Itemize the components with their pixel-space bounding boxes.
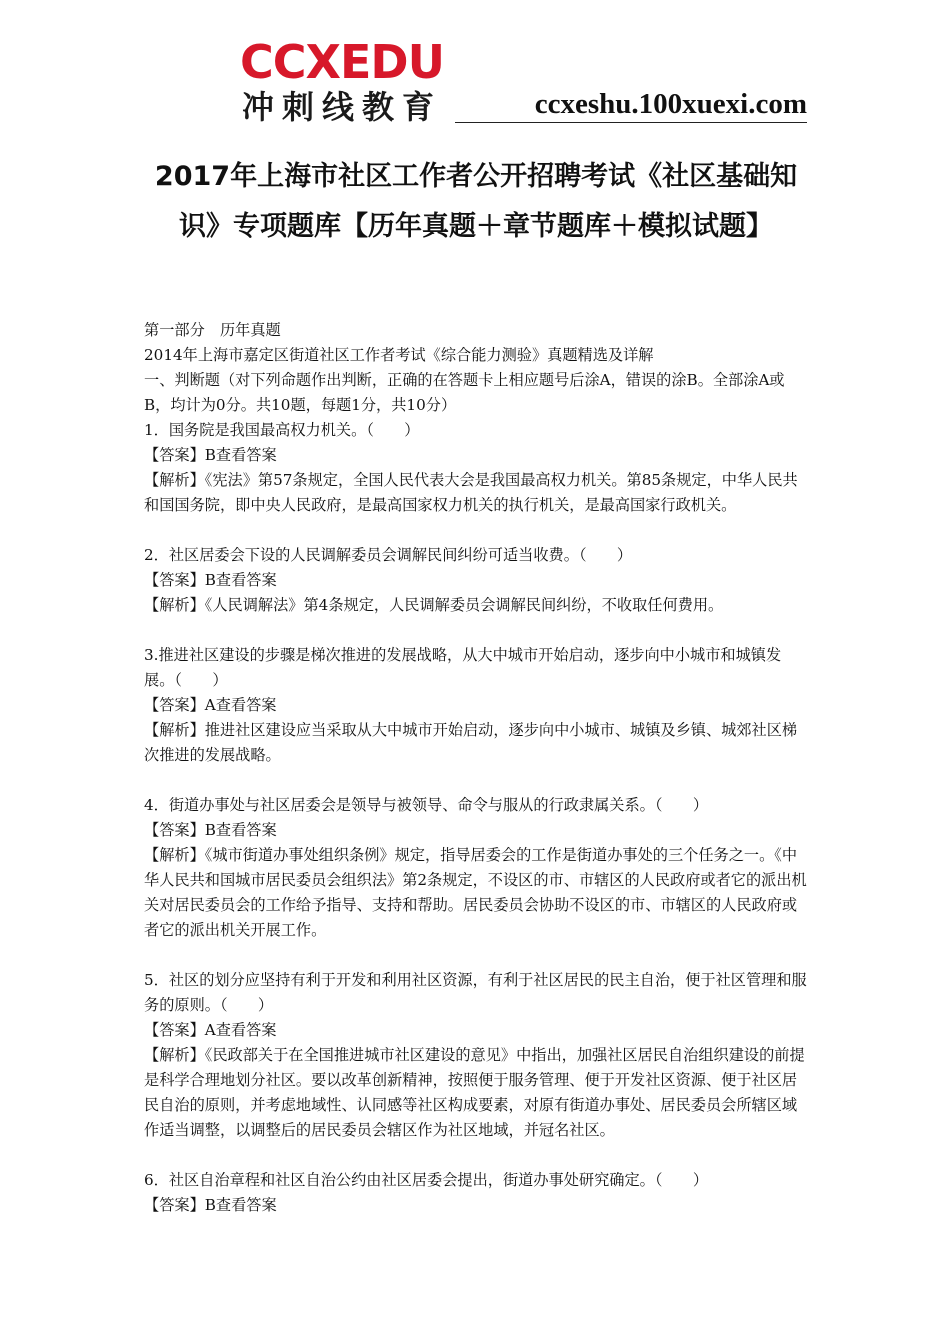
question-text: 3.推进社区建设的步骤是梯次推进的发展战略，从大中城市开始启动，逐步向中小城市和城镇发展。（ ） [144, 646, 782, 689]
ccxedu-logo[interactable] [240, 38, 460, 126]
analysis-text: 【解析】《人民调解法》第4条规定，人民调解委员会调解民间纠纷，不收取任何费用。 [144, 596, 724, 614]
part-heading: 第一部分 历年真题 [144, 321, 281, 339]
question-text: 5．社区的划分应坚持有利于开发和利用社区资源，有利于社区居民的民主自治，便于社区管理和服务的原则。（ ） [144, 971, 807, 1014]
page-header [240, 38, 807, 124]
question-text: 6．社区自治章程和社区自治公约由社区居委会提出，街道办事处研究确定。（ ） [144, 1171, 709, 1189]
document-body [144, 318, 810, 1218]
header-underline [455, 122, 807, 123]
spacer [144, 1143, 810, 1168]
question-text: 2．社区居委会下设的人民调解委员会调解民间纠纷可适当收费。（ ） [144, 546, 633, 564]
analysis-text: 【解析】推进社区建设应当采取从大中城市开始启动，逐步向中小城市、城镇及乡镇、城郊社区梯次推进的发展战略。 [144, 721, 798, 764]
title-line-1: 2017年上海市社区工作者公开招聘考试《社区基础知 [154, 161, 798, 192]
question-text: 1．国务院是我国最高权力机关。（ ） [144, 421, 420, 439]
analysis-text: 【解析】《宪法》第57条规定，全国人民代表大会是我国最高权力机关。第85条规定，中华人民共和国国务院，即中央人民政府，是最高国家权力机关的执行机关，是最高国家行政机关。 [144, 471, 798, 514]
answer-line[interactable]: 【答案】B查看答案 [144, 571, 277, 589]
exam-heading: 2014年上海市嘉定区街道社区工作者考试《综合能力测验》真题精选及详解 [144, 346, 654, 364]
logo-chinese-text: 冲刺线教育 [242, 88, 443, 126]
document-title [140, 152, 812, 252]
analysis-text: 【解析】《城市街道办事处组织条例》规定，指导居委会的工作是街道办事处的三个任务之一。《中华人民共和国城市居民委员会组织法》第2条规定，不设区的市、市辖区的人民政府或者它的派出机关对居民委员会的工作给予指导、支持和帮助。居民委员会协助不设区的市、市辖区的人民政府或者它的派出机关开展工作。 [144, 846, 807, 939]
svg-text:CCXEDU: CCXEDU [240, 38, 444, 84]
spacer [144, 943, 810, 968]
answer-line[interactable]: 【答案】A查看答案 [144, 1021, 277, 1039]
spacer [144, 768, 810, 793]
analysis-text: 【解析】《民政部关于在全国推进城市社区建设的意见》中指出，加强社区居民自治组织建设的前提是科学合理地划分社区。要以改革创新精神，按照便于服务管理、便于开发社区资源、便于社区居民自治的原则，并考虑地域性、认同感等社区构成要素，对原有街道办事处、居民委员会所辖区域作适当调整，以调整后的居民委员会辖区作为社区地域，并冠名社区。 [144, 1046, 805, 1139]
answer-line[interactable]: 【答案】A查看答案 [144, 696, 277, 714]
answer-line[interactable]: 【答案】B查看答案 [144, 446, 277, 464]
site-url-link[interactable]: ccxeshu.100xuexi.com [534, 88, 807, 120]
title-line-2: 识》专项题库【历年真题＋章节题库＋模拟试题】 [179, 211, 773, 242]
question-text: 4．街道办事处与社区居委会是领导与被领导、命令与服从的行政隶属关系。（ ） [144, 796, 709, 814]
section-instructions: 一、判断题（对下列命题作出判断，正确的在答题卡上相应题号后涂A，错误的涂B。全部涂A或B，均计为0分。共10题，每题1分，共10分） [144, 371, 785, 414]
spacer [144, 518, 810, 543]
spacer [144, 618, 810, 643]
answer-line[interactable]: 【答案】B查看答案 [144, 821, 277, 839]
ccxedu-logo-mark [240, 38, 460, 84]
answer-line[interactable]: 【答案】B查看答案 [144, 1196, 277, 1214]
